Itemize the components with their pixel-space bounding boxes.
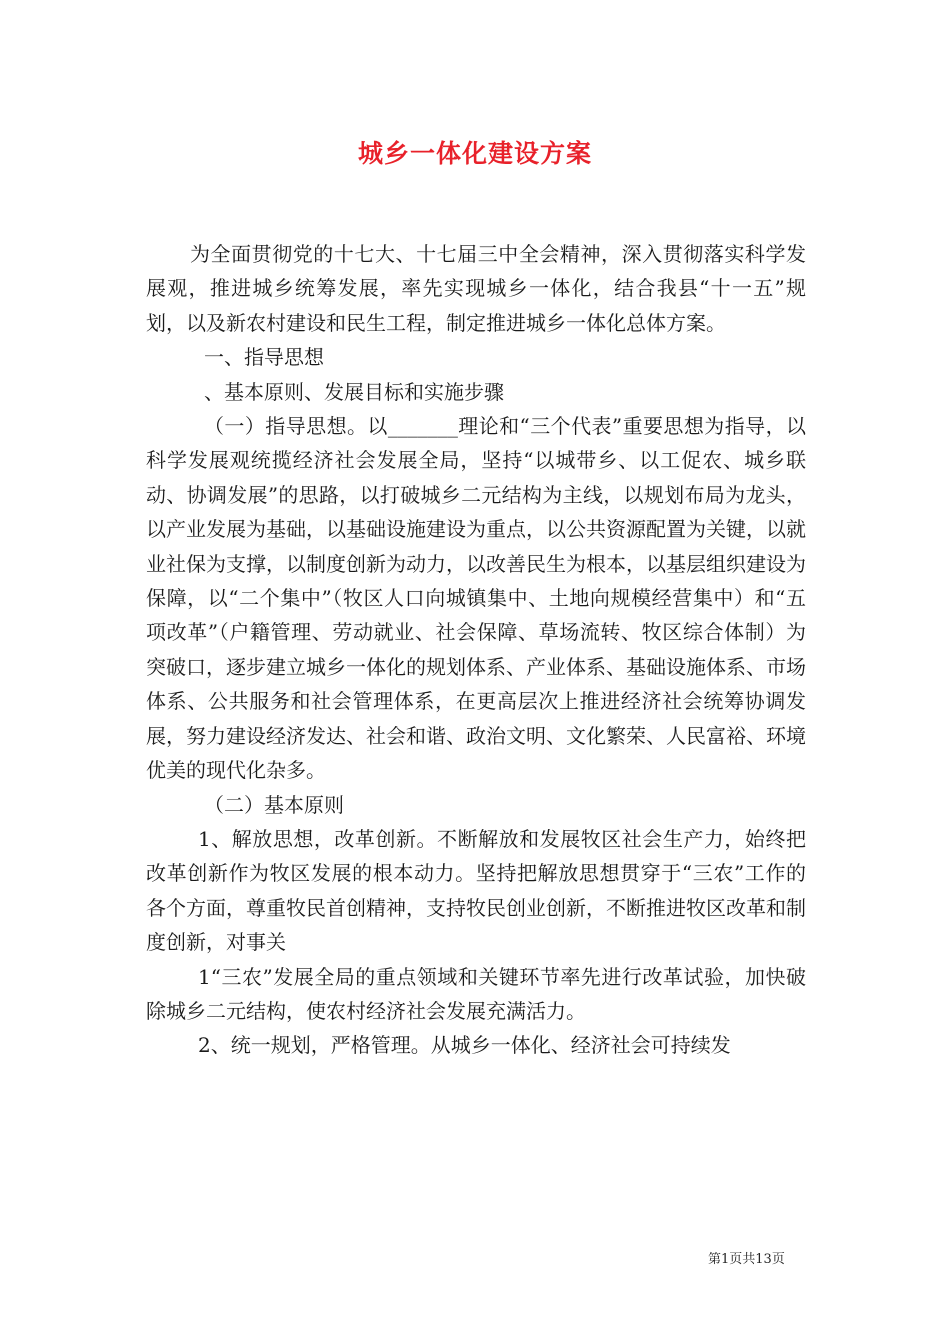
guiding-thought-paragraph: （一）指导思想。以_______理论和“三个代表”重要思想为指导，以科学发展观统揽经济社会发展全局，坚持“以城带乡、以工促农、城乡联动、协调发展”的思路，以打破城乡二元结构为主线，以规划布局为龙头，以产业发展为基础，以基础设施建设为重点，以公共资源配置为关键，以就业社保为支撑，以制度创新为动力，以改善民生为根本，以基层组织建设为保障，以“二个集中”（牧区人口向城镇集中、土地向规模经营集中）和“五项改革”（户籍管理、劳动就业、社会保障、草场流转、牧区综合体制）为突破口，逐步建立城乡一体化的规划体系、产业体系、基础设施体系、市场体系、公共服务和社会管理体系，在更高层次上推进经济社会统筹协调发展，努力建设经济发达、社会和谐、政治文明、文化繁荣、人民富裕、环境优美的现代化杂多。 [146,414,806,783]
page-number: 第1页共13页 [708,1252,785,1267]
section-heading-1-cont: 、基本原则、发展目标和实施步骤 [204,379,504,404]
section-heading-1: 一、指导思想 [204,345,324,370]
intro-paragraph: 为全面贯彻党的十七大、十七届三中全会精神，深入贯彻落实科学发展观，推进城乡统筹发展，率先实现城乡一体化，结合我县“十一五”规划，以及新农村建设和民生工程，制定推进城乡一体化总体方案。 [146,242,806,335]
basic-principles-heading: （二）基本原则 [204,792,344,817]
document-title: 城乡一体化建设方案 [357,139,592,168]
principle-1-cont-paragraph: 1“三农”发展全局的重点领域和关键环节率先进行改革试验，加快破除城乡二元结构，使农村经济社会发展充满活力。 [146,964,806,1023]
principle-2-paragraph: 2、统一规划，严格管理。从城乡一体化、经济社会可持续发 [198,1033,731,1058]
document-body [146,237,806,1063]
principle-1-paragraph: 1、解放思想，改革创新。不断解放和发展牧区社会生产力，始终把改革创新作为牧区发展的根本动力。坚持把解放思想贯穿于“三农”工作的各个方面，尊重牧民首创精神，支持牧民创业创新，不断推进牧区改革和制度创新，对事关 [146,826,806,955]
